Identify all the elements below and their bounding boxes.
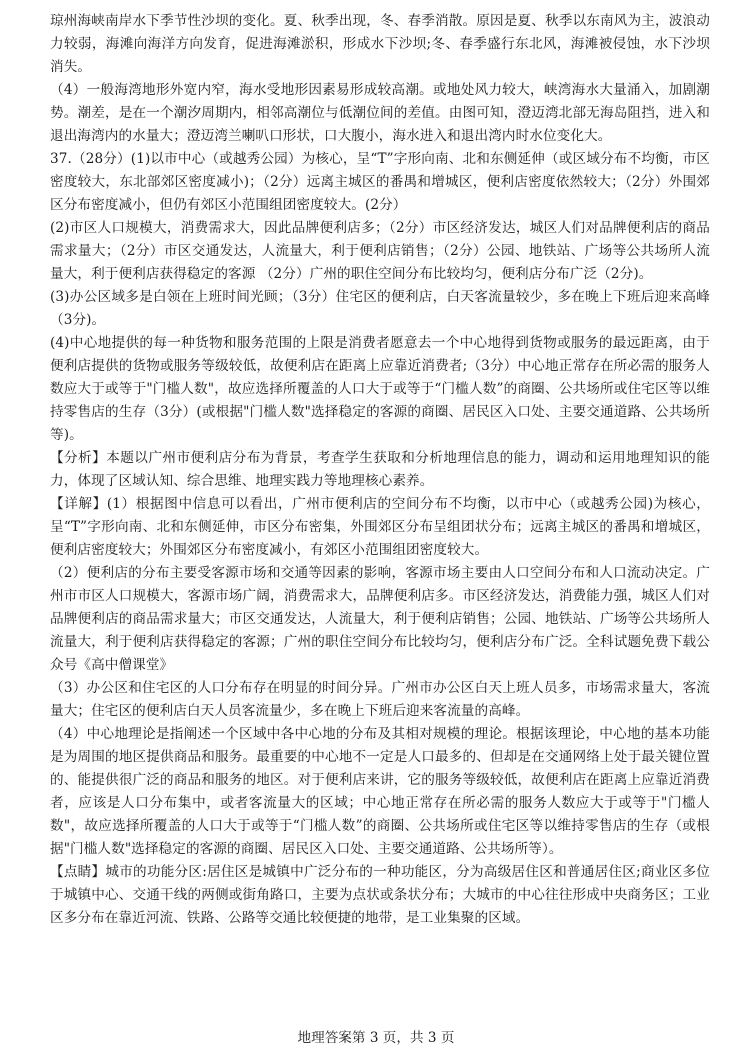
paragraph-q37-1: 37.（28分）(1)以市中心（或越秀公园）为核心，呈“T”字形向南、北和东侧延伸（或区域分布不均衡，市区密度较大，东北部郊区密度减小)；（2分）远离主城区的番禺和增城区，便利店密度依然较大；（2分）外围郊区分布密度减小，但仍有郊区小范围组团密度较大。(2分） <box>50 151 710 213</box>
paragraph-q37-2: (2)市区人口规模大，消费需求大，因此品牌便利店多；（2分）市区经济发达，城区人们对品牌便利店的商品需求量大；（2分）市区交通发达，人流量大，利于便利店销售；（2分）公园、地铁站、广场等公共场所人流量大，利于便利店获得稳定的客源 （2分）广州的职住空间分布比较均匀，便利店分布广泛（2分)。 <box>50 220 710 282</box>
paragraph-detail-2: （2）便利店的分布主要受客源市场和交通等因素的影响，客源市场主要由人口空间分布和人口流动决定。广州市市区人口规模大，客源市场广阔，消费需求大，品牌便利店多。市区经济发达，消费能力强，城区人们对品牌便利店的商品需求量大；市区交通发达，人流量大，利于便利店销售；公园、地铁站、广场等公共场所人流量大，利于便利店获得稳定的客源；广州的职住空间分布比较均匀，便利店分布广泛。全科试题免费下载公众号《高中僧课堂》 <box>50 565 710 673</box>
paragraph-analysis: 【分析】本题以广州市便利店分布为背景，考查学生获取和分析地理信息的能力，调动和运用地理知识的能力，体现了区域认知、综合思维、地理实践力等地理核心素养。 <box>50 450 710 489</box>
paragraph-q37-4: (4)中心地提供的每一种货物和服务范围的上限是消费者愿意去一个中心地得到货物或服务的最远距离，由于便利店提供的货物或服务等级较低，故便利店在距离上应靠近消费者;（3分）中心地正常存在所必需的服务人数应大于或等于"门槛人数"，故应选择所覆盖的人口大于或等于“门槛人数”的商圈、公共场所或住宅区等以维持零售店的生存（3分）(或根据"门槛人数"选择稳定的客源的商圈、居民区入口处、主要交通道路、公共场所等)。 <box>50 335 710 443</box>
page-footer: 地理答案第 3 页，共 3 页 <box>297 1030 455 1046</box>
answer-page-body <box>50 10 710 930</box>
paragraph-detail-3: （3）办公区和住宅区的人口分布存在明显的时间分异。广州市办公区白天上班人员多，市场需求量大，客流量大；住宅区的便利店白天人员客流量少，多在晚上下班后迎来客流量的高峰。 <box>50 680 710 719</box>
paragraph-q37-3: (3)办公区域多是白领在上班时间光顾；（3分）住宅区的便利店，白天客流量较少，多在晚上下班后迎来高峰（3分)。 <box>50 289 710 328</box>
paragraph-key-points: 【点睛】城市的功能分区:居住区是城镇中广泛分布的一种功能区，分为高级居住区和普通居住区;商业区多位于城镇中心、交通干线的两侧或街角路口，主要为点状或条状分布；大城市的中心往往形成中央商务区；工业区多分布在靠近河流、铁路、公路等交通比较便捷的地带，是工业集聚的区域。 <box>50 864 710 926</box>
paragraph-sandbar-continuation: 琼州海峡南岸水下季节性沙坝的变化。夏、秋季出现，冬、春季消散。原因是夏、秋季以东南风为主，波浪动力较弱，海滩向海洋方向发育，促进海滩淤积，形成水下沙坝;冬、春季盛行东北风，海滩被侵蚀，水下沙坝消失。 <box>50 13 710 75</box>
paragraph-detail-4: （4）中心地理论是指阐述一个区域中各中心地的分布及其相对规模的理论。根据该理论，中心地的基本功能是为周围的地区提供商品和服务。最重要的中心地不一定是人口最多的、但却是在交通网络上处于最关键位置的、能提供很广泛的商品和服务的地区。对于便利店来讲，它的服务等级较低，故便利店在距离上应靠近消费者，应该是人口分布集中，或者客流量大的区域；中心地正常存在所必需的服务人数应大于或等于"门槛人数"，故应选择所覆盖的人口大于或等于“门槛人数”的商圈、公共场所或住宅区等以维持零售店的生存（或根据"门槛人数"选择稳定的客源的商圈、居民区入口处、主要交通道路、公共场所等）。 <box>50 726 710 857</box>
paragraph-q4-tidal: （4）一般海湾地形外宽内窄，海水受地形因素易形成较高潮。或地处风力较大，峡湾海水大量涌入，加剧潮势。潮差，是在一个潮汐周期内，相邻高潮位与低潮位间的差值。由图可知，澄迈湾北部无海岛阻挡，进入和退出海湾内的水量大；澄迈湾兰喇叭口形状，口大腹小，海水进入和退出湾内时水位变化大。 <box>50 82 710 144</box>
paragraph-detail-1: 【详解】(1）根据图中信息可以看出，广州市便利店的空间分布不均衡，以市中心（或越秀公园)为核心，呈“T”字形向南、北和东侧延伸，市区分布密集，外围郊区分布呈组团状分布；远离主城区的番禺和增城区，便利店密度较大；外围郊区分布密度减小，有郊区小范围组团密度较大。 <box>50 496 710 558</box>
